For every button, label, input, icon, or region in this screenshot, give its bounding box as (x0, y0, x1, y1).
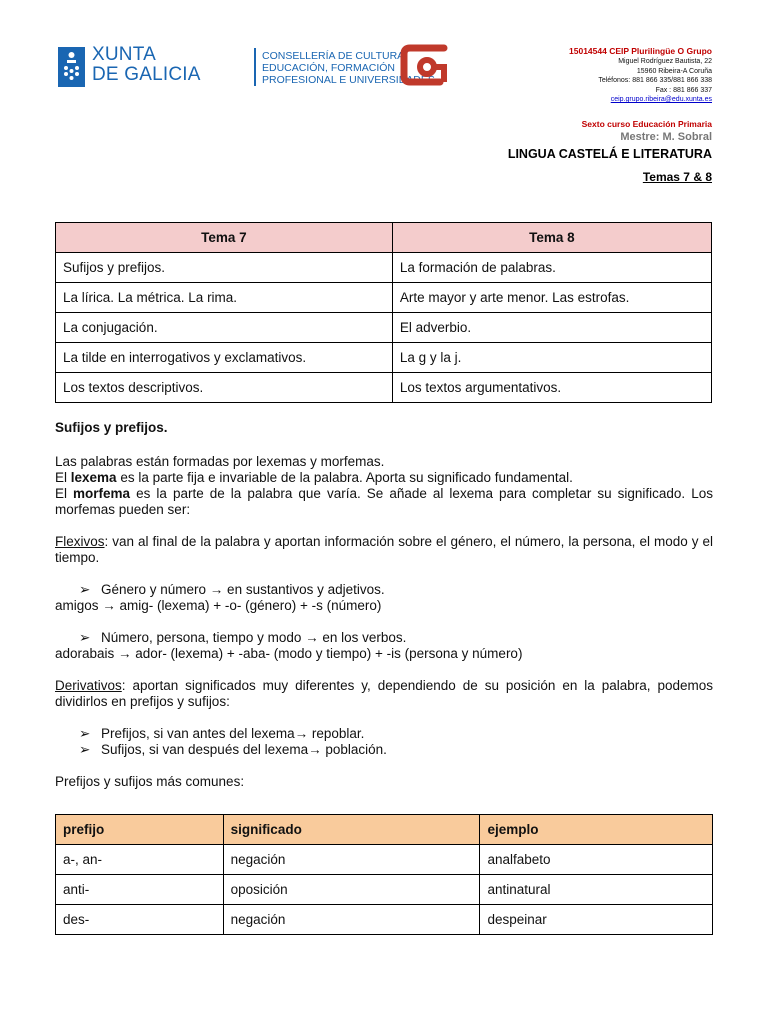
course-block (508, 118, 712, 184)
table-header-row (56, 223, 712, 253)
table-row (56, 905, 713, 935)
arrow-bullet-icon: ➢ (79, 742, 91, 757)
xunta-line2: DE GALICIA (92, 64, 201, 85)
table-cell: antinatural (480, 875, 713, 905)
phone-numbers: Teléfonos: 881 866 335/881 866 338 (598, 77, 712, 85)
table-row (56, 343, 712, 373)
teacher-name: Mestre: M. Sobral (620, 131, 712, 143)
xunta-shield-icon (58, 47, 85, 87)
paragraph: El lexema es la parte fija e invariable de la palabra. Aporta su significado fundamental. (55, 470, 573, 485)
table-cell: La g y la j. (392, 343, 711, 373)
document-body (55, 420, 713, 790)
dept-line3: PROFESIONAL E UNIVERSIDADES (262, 74, 435, 86)
table-cell: oposición (223, 875, 480, 905)
table-cell: negación (223, 905, 480, 935)
table-cell: La conjugación. (56, 313, 393, 343)
table-row (56, 313, 712, 343)
dept-line1: CONSELLERÍA DE CULTURA, (262, 50, 408, 62)
list-item: ➢ Sufijos, si van después del lexema→ población. (79, 742, 387, 757)
xunta-name (92, 45, 201, 85)
logo-divider (254, 48, 256, 86)
list-item: ➢ Género y número → en sustantivos y adjetivos. (79, 582, 385, 597)
school-logo-icon (400, 42, 448, 88)
common-affixes-title: Prefijos y sufijos más comunes: (55, 774, 245, 789)
table-cell: despeinar (480, 905, 713, 935)
table-cell: des- (56, 905, 224, 935)
table-cell: La lírica. La métrica. La rima. (56, 283, 393, 313)
paragraph: El morfema es la parte de la palabra que varía. Se añade al lexema para completar su significado. Los morfemas pueden ser: (55, 486, 713, 517)
table-cell: Los textos argumentativos. (392, 373, 711, 403)
table-cell: analfabeto (480, 845, 713, 875)
table-cell: a-, an- (56, 845, 224, 875)
topics-table (55, 222, 712, 403)
school-info (569, 45, 712, 105)
prefix-table (55, 814, 713, 935)
table-cell: La formación de palabras. (392, 253, 711, 283)
example-line: adorabais → ador- (lexema) + -aba- (modo y tiempo) + -is (persona y número) (55, 646, 523, 661)
course-name: Sexto curso Educación Primaria (581, 119, 712, 129)
xunta-line1: XUNTA (92, 44, 156, 65)
address-line2: 15960 Ribeira-A Coruña (636, 67, 712, 75)
table-header-row (56, 815, 713, 845)
arrow-bullet-icon: ➢ (79, 726, 91, 741)
topics-label: Temas 7 & 8 (642, 170, 712, 184)
list-item: ➢ Número, persona, tiempo y modo → en los verbos. (79, 630, 407, 645)
paragraph: Derivativos: aportan significados muy diferentes y, dependiendo de su posición en la palabra, podemos dividirlos en prefijos y sufijos: (55, 678, 713, 709)
table-cell: El adverbio. (392, 313, 711, 343)
table-header-cell: prefijo (56, 815, 224, 845)
table-row (56, 373, 712, 403)
email-link[interactable]: ceip.grupo.ribeira@edu.xunta.es (610, 96, 712, 104)
list-item: ➢ Prefijos, si van antes del lexema→ repoblar. (79, 726, 365, 741)
subject-title: LINGUA CASTELÁ E LITERATURA (507, 147, 712, 161)
table-row (56, 253, 712, 283)
table-row (56, 283, 712, 313)
fax-number: Fax : 881 866 337 (655, 86, 712, 94)
table-header-cell: significado (223, 815, 480, 845)
term-flexivos: Flexivos (55, 534, 105, 549)
table-cell: Los textos descriptivos. (56, 373, 393, 403)
table-cell: Sufijos y prefijos. (56, 253, 393, 283)
xunta-logo (58, 44, 435, 90)
table-row (56, 875, 713, 905)
dept-line2: EDUCACIÓN, FORMACIÓN (262, 62, 396, 74)
term-lexema: lexema (70, 470, 117, 485)
arrow-bullet-icon: ➢ (79, 582, 91, 597)
term-morfema: morfema (73, 486, 131, 501)
paragraph: Las palabras están formadas por lexemas y morfemas. (55, 454, 385, 469)
section-title: Sufijos y prefijos. (55, 420, 168, 435)
example-line: amigos → amig- (lexema) + -o- (género) + -s (número) (55, 598, 382, 613)
table-cell: negación (223, 845, 480, 875)
address-line1: Miguel Rodríguez Bautista, 22 (618, 58, 712, 65)
arrow-bullet-icon: ➢ (79, 630, 91, 645)
table-cell: Arte mayor y arte menor. Las estrofas. (392, 283, 711, 313)
school-code: 15014544 CEIP Plurilingüe O Grupo (569, 46, 712, 56)
table-header-cell: Tema 8 (392, 223, 711, 253)
table-cell: La tilde en interrogativos y exclamativos. (56, 343, 393, 373)
table-cell: anti- (56, 875, 224, 905)
table-header-cell: ejemplo (480, 815, 713, 845)
term-derivativos: Derivativos (55, 678, 122, 693)
paragraph: Flexivos: van al final de la palabra y aportan información sobre el género, el número, la persona, el modo y el tiempo. (55, 534, 713, 565)
table-header-cell: Tema 7 (56, 223, 393, 253)
table-row (56, 845, 713, 875)
